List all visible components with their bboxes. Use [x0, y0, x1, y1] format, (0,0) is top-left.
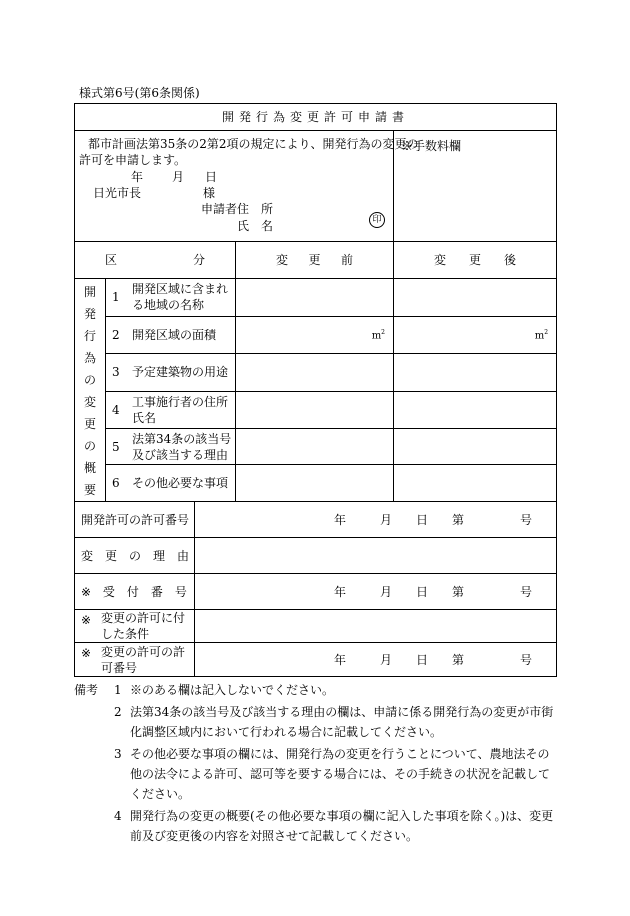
receipt-number-label	[75, 574, 195, 610]
form-number: 様式第6号(第6条関係)	[79, 86, 200, 100]
change-permit-line: 可番号	[101, 660, 138, 675]
item-5-label	[106, 429, 236, 465]
conditions-label	[75, 610, 195, 643]
remark-number: 3	[114, 747, 122, 761]
area-unit: m	[534, 330, 545, 342]
permit-number-field[interactable]	[195, 502, 557, 538]
item-6-after-field[interactable]	[394, 465, 557, 502]
dai-label: 第	[452, 584, 465, 599]
table-row	[75, 538, 557, 574]
after-header-b: 更	[469, 253, 482, 267]
item-label-line: 開発区域に含まれ	[132, 282, 229, 297]
item-5-before-field[interactable]	[236, 429, 394, 465]
office-use-mark: ※	[81, 613, 92, 627]
month-label: 月	[380, 652, 393, 667]
item-1-label	[106, 279, 236, 317]
seal-icon: 印	[369, 212, 385, 228]
dai-label: 第	[452, 652, 465, 667]
group-char: 要	[83, 483, 96, 497]
before-change-header	[236, 242, 394, 279]
item-6-label	[106, 465, 236, 502]
table-row	[75, 279, 557, 317]
remark-text: その他必要な事項の欄には、開発行為の変更を行うことについて、農地法その他の法令による許可、認可等を要する場合には、その手続きの状況を記載してください。	[130, 747, 551, 801]
conditions-field	[195, 610, 557, 643]
item-1-after-field[interactable]	[394, 279, 557, 317]
day-label: 日	[416, 512, 429, 527]
group-char: 変	[83, 395, 96, 409]
item-number: 3	[112, 365, 120, 380]
area-unit-sup: 2	[544, 329, 549, 337]
applicant-name-label: 氏 名	[237, 219, 274, 233]
receipt-number-field	[195, 574, 557, 610]
day-label: 日	[416, 652, 429, 667]
table-row	[75, 502, 557, 538]
date-day-label: 日	[205, 170, 218, 184]
item-5-after-field[interactable]	[394, 429, 557, 465]
go-label: 号	[520, 584, 533, 599]
change-permit-number-label	[75, 643, 195, 677]
group-char: 発	[83, 307, 96, 321]
item-number: 2	[112, 327, 120, 342]
remark-number: 1	[114, 683, 122, 697]
change-permit-line: 変更の許可の許	[101, 644, 186, 659]
application-statement	[75, 131, 419, 242]
table-row	[75, 391, 557, 429]
conditions-line: 変更の許可に付	[101, 611, 186, 625]
category-header-b: 分	[192, 253, 205, 267]
go-label: 号	[520, 652, 533, 667]
month-label: 月	[380, 584, 393, 599]
remark-text: 法第34条の該当号及び該当する理由の欄は、申請に係る開発行為の変更が市街化調整区域内において行われる場合に記載してください。	[130, 705, 554, 739]
table-row	[75, 354, 557, 392]
development-change-summary-label	[75, 279, 106, 502]
receipt-number-text: 受 付 番 号	[102, 584, 187, 599]
remark-indent	[74, 806, 114, 846]
date-month-label: 月	[172, 170, 185, 184]
remark-text: ※のある欄は記入しないでください。	[130, 683, 335, 697]
group-char: の	[83, 373, 96, 387]
item-1-before-field[interactable]	[236, 279, 394, 317]
remark-item	[74, 806, 556, 846]
before-header-b: 更	[308, 253, 321, 267]
group-char: の	[83, 439, 96, 453]
remark-text: 開発行為の変更の概要(その他必要な事項の欄に記入した事項を除く。)は、変更前及び変更後の内容を対照させて記載してください。	[130, 809, 554, 843]
statement-line-2: 許可を申請します。	[79, 153, 187, 167]
change-reason-label: 変 更 の 理 由	[75, 538, 195, 574]
year-label: 年	[334, 652, 347, 667]
item-label-line: 予定建築物の用途	[132, 365, 229, 380]
item-label-line: 開発区域の面積	[132, 327, 217, 342]
group-char: 更	[83, 417, 96, 431]
fee-box: ※手数料欄	[394, 131, 557, 242]
after-header-c: 後	[504, 253, 517, 267]
category-header-a: 区	[105, 253, 118, 267]
item-6-before-field[interactable]	[236, 465, 394, 502]
after-change-header	[394, 242, 557, 279]
item-label-line: 氏名	[132, 410, 157, 425]
item-number: 4	[112, 402, 120, 417]
table-row	[75, 316, 557, 354]
item-2-label	[106, 316, 236, 354]
applicant-address-label: 申請者住 所	[201, 202, 274, 216]
remark-item	[74, 744, 556, 804]
table-row	[75, 465, 557, 502]
group-char: 行	[83, 329, 96, 343]
remark-number: 2	[114, 705, 122, 719]
item-3-before-field[interactable]	[236, 354, 394, 392]
conditions-line: した条件	[101, 627, 150, 641]
change-reason-field[interactable]	[195, 538, 557, 574]
group-char: 為	[83, 351, 96, 365]
item-3-after-field[interactable]	[394, 354, 557, 392]
office-use-mark: ※	[81, 584, 92, 599]
day-label: 日	[416, 584, 429, 599]
remarks-heading: 備考	[74, 683, 99, 697]
area-unit-sup: 2	[381, 329, 385, 337]
go-label: 号	[520, 512, 533, 527]
item-label-line: 及び該当する理由	[132, 447, 229, 462]
item-label-line: 法第34条の該当号	[132, 431, 232, 446]
year-label: 年	[334, 512, 347, 527]
form-table	[74, 103, 557, 677]
month-label: 月	[380, 512, 393, 527]
table-row	[75, 643, 557, 677]
group-char: 概	[83, 461, 96, 475]
office-use-mark: ※	[81, 646, 92, 660]
table-row	[75, 610, 557, 643]
item-number: 6	[112, 476, 120, 491]
remark-item	[74, 680, 556, 700]
item-number: 1	[112, 290, 120, 305]
addressee: 日光市長	[93, 186, 142, 200]
item-label-line: 工事施行者の住所	[132, 394, 229, 409]
item-2-after-field[interactable]	[394, 316, 557, 354]
item-label-line: その他必要な事項	[132, 476, 229, 491]
table-row	[75, 574, 557, 610]
area-unit: m	[371, 330, 382, 342]
item-number: 5	[112, 439, 120, 454]
change-permit-number-field	[195, 643, 557, 677]
dai-label: 第	[452, 512, 465, 527]
statement-line-1: 都市計画法第35条の2第2項の規定により、開発行為の変更の	[88, 137, 419, 151]
year-label: 年	[334, 584, 347, 599]
permit-number-label: 開発許可の許可番号	[75, 502, 195, 538]
application-form	[74, 103, 556, 677]
item-3-label	[106, 354, 236, 392]
item-label-line: る地域の名称	[132, 298, 205, 313]
after-header-a: 変	[434, 253, 447, 267]
remark-number: 4	[114, 809, 122, 823]
remarks-section	[74, 680, 556, 846]
before-header-a: 変	[276, 253, 289, 267]
remark-item	[74, 702, 556, 742]
table-row	[75, 429, 557, 465]
honorific: 様	[203, 186, 216, 200]
item-4-after-field[interactable]	[394, 391, 557, 429]
item-4-before-field[interactable]	[236, 391, 394, 429]
remark-indent	[74, 702, 114, 742]
item-2-before-field[interactable]	[236, 316, 394, 354]
item-4-label	[106, 391, 236, 429]
category-header	[75, 242, 236, 279]
remark-indent	[74, 744, 114, 804]
form-title: 開発行為変更許可申請書	[75, 104, 557, 131]
group-char: 開	[83, 285, 96, 299]
date-year-label: 年	[131, 170, 144, 184]
before-header-c: 前	[340, 253, 353, 267]
